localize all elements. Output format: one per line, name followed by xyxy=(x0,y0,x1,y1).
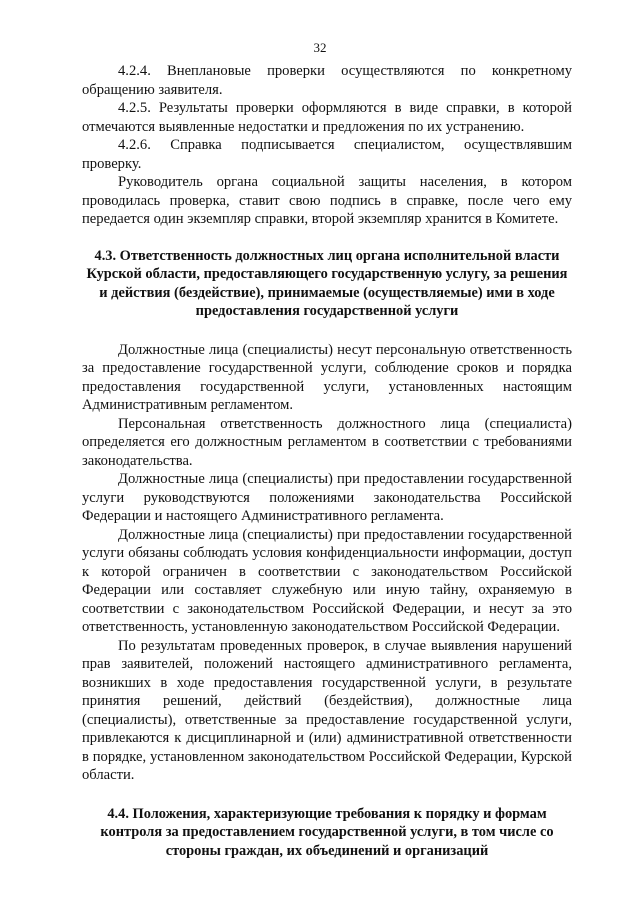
document-body xyxy=(82,62,572,880)
paragraph-4-3-1: Должностные лица (специалисты) несут персональную ответственность за предоставление государственной услуги, соблюдение сроков и порядка предоставления государственной услуги, установленных настоящим Административным регламентом. xyxy=(82,341,572,413)
paragraph-4-3-5: По результатам проведенных проверок, в случае выявления нарушений прав заявителей, положений настоящего административного регламента, возникших в ходе предоставления государственной услуги, в результате принятия решений, действий (бездействия), должностные лица (специалисты), ответственные за предоставление государственной услуги, привлекаются к дисциплинарной и (или) административной ответственности в порядке, установленном законодательством Российской Федерации, Курской области. xyxy=(82,637,572,783)
paragraph-4-2-6: 4.2.6. Справка подписывается специалистом, осуществлявшим проверку. xyxy=(82,137,572,172)
section-heading-4-3: 4.3. Ответственность должностных лиц органа исполнительной власти Курской области, предоставляющего государственную услугу, за решения и действия (бездействие), принимаемые (осуществляемые) ими в ходе предоставления государственной услуги xyxy=(86,247,568,319)
paragraph-4-3-2: Персональная ответственность должностного лица (специалиста) определяется его должностным регламентом в соответствии с требованиями законодательства. xyxy=(82,415,572,469)
paragraph-4-2-4: 4.2.4. Внеплановые проверки осуществляются по конкретному обращению заявителя. xyxy=(82,63,572,98)
page-number: 32 xyxy=(313,40,327,55)
paragraph-4-2-5: 4.2.5. Результаты проверки оформляются в виде справки, в которой отмечаются выявленные недостатки и предложения по их устранению. xyxy=(82,100,572,135)
paragraph-supervisor: Руководитель органа социальной защиты населения, в котором проводилась проверка, ставит свою подпись в справке, после чего ему передается один экземпляр справки, второй экземпляр хранится в Комитете. xyxy=(82,174,572,227)
paragraph-4-3-3: Должностные лица (специалисты) при предоставлении государственной услуги руководствуются положениями законодательства Российской Федерации и настоящего Административного регламента. xyxy=(82,471,572,524)
section-heading-4-4: 4.4. Положения, характеризующие требования к порядку и формам контроля за предоставлением государственной услуги, в том числе со стороны граждан, их объединений и организаций xyxy=(100,805,554,859)
paragraph-4-3-4: Должностные лица (специалисты) при предоставлении государственной услуги обязаны соблюдать условия конфиденциальности информации, доступ к которой ограничен в соответствии с законодательством Российской Федерации или составляет служебную или иную тайну, охраняемую в соответствии с законодательством Российской Федерации, и несут за это ответственность, установленную законодательством Российской Федерации. xyxy=(82,526,572,635)
